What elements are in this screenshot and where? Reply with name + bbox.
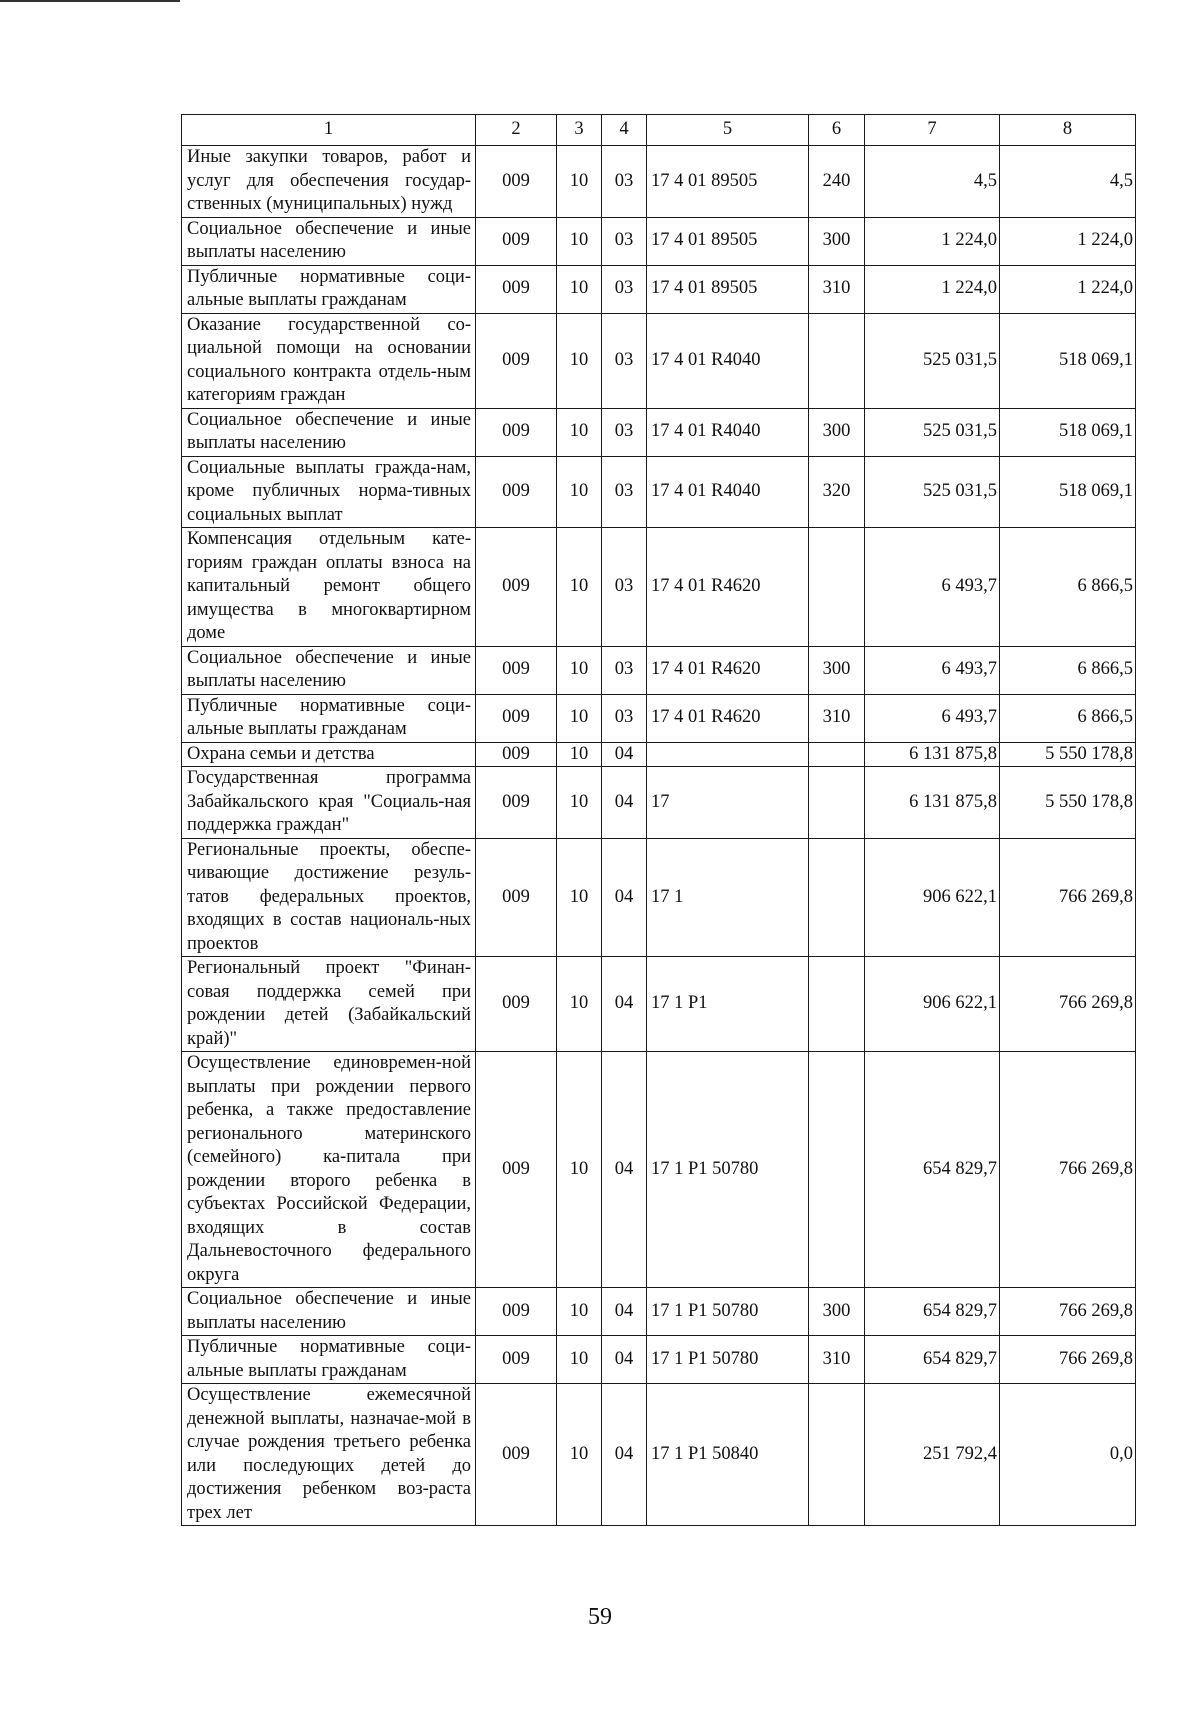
row-name-cell: Публичные нормативные соци-альные выплаты гражданам bbox=[182, 694, 476, 742]
row-expense-type-cell: 310 bbox=[809, 694, 865, 742]
table-row bbox=[182, 217, 1136, 265]
row-amount-year-1-cell: 6 493,7 bbox=[865, 694, 1000, 742]
row-name-cell: Социальное обеспечение и иные выплаты населению bbox=[182, 646, 476, 694]
row-ministry-code-cell: 009 bbox=[476, 408, 557, 456]
row-amount-year-2-cell: 766 269,8 bbox=[1000, 1052, 1136, 1288]
row-ministry-code-cell: 009 bbox=[476, 1288, 557, 1336]
row-amount-year-1-cell: 906 622,1 bbox=[865, 838, 1000, 957]
row-subsection-cell: 03 bbox=[602, 408, 647, 456]
row-ministry-code-cell: 009 bbox=[476, 742, 557, 767]
row-expense-type-cell: 240 bbox=[809, 146, 865, 218]
row-target-article-cell: 17 4 01 R4040 bbox=[647, 456, 809, 528]
row-section-cell: 10 bbox=[557, 1384, 602, 1526]
top-edge-rule bbox=[0, 0, 180, 2]
table-row bbox=[182, 838, 1136, 957]
header-col-5: 5 bbox=[647, 115, 809, 146]
header-col-8: 8 bbox=[1000, 115, 1136, 146]
row-name-cell: Оказание государственной со-циальной помощи на основании социального контракта отдель-ным категориям граждан bbox=[182, 313, 476, 408]
table-row bbox=[182, 1052, 1136, 1288]
row-name-cell: Социальные выплаты гражда-нам, кроме публичных норма-тивных социальных выплат bbox=[182, 456, 476, 528]
row-ministry-code-cell: 009 bbox=[476, 313, 557, 408]
row-subsection-cell: 03 bbox=[602, 217, 647, 265]
row-name-cell: Государственная программа Забайкальского края "Социаль-ная поддержка граждан" bbox=[182, 767, 476, 839]
row-section-cell: 10 bbox=[557, 742, 602, 767]
row-ministry-code-cell: 009 bbox=[476, 456, 557, 528]
row-ministry-code-cell: 009 bbox=[476, 217, 557, 265]
row-ministry-code-cell: 009 bbox=[476, 265, 557, 313]
row-expense-type-cell: 310 bbox=[809, 1336, 865, 1384]
row-target-article-cell: 17 4 01 R4620 bbox=[647, 646, 809, 694]
header-col-4: 4 bbox=[602, 115, 647, 146]
row-section-cell: 10 bbox=[557, 456, 602, 528]
table-row bbox=[182, 313, 1136, 408]
row-amount-year-2-cell: 1 224,0 bbox=[1000, 217, 1136, 265]
row-expense-type-cell: 300 bbox=[809, 1288, 865, 1336]
row-amount-year-2-cell: 6 866,5 bbox=[1000, 694, 1136, 742]
header-col-1: 1 bbox=[182, 115, 476, 146]
row-name-cell: Социальное обеспечение и иные выплаты населению bbox=[182, 217, 476, 265]
row-expense-type-cell bbox=[809, 957, 865, 1052]
row-amount-year-1-cell: 525 031,5 bbox=[865, 313, 1000, 408]
row-name-cell: Социальное обеспечение и иные выплаты населению bbox=[182, 1288, 476, 1336]
row-amount-year-1-cell: 4,5 bbox=[865, 146, 1000, 218]
row-expense-type-cell: 300 bbox=[809, 646, 865, 694]
table-row bbox=[182, 694, 1136, 742]
table-row bbox=[182, 646, 1136, 694]
row-amount-year-2-cell: 5 550 178,8 bbox=[1000, 742, 1136, 767]
table-body bbox=[182, 146, 1136, 1526]
row-amount-year-1-cell: 1 224,0 bbox=[865, 265, 1000, 313]
row-amount-year-2-cell: 5 550 178,8 bbox=[1000, 767, 1136, 839]
table-row bbox=[182, 528, 1136, 647]
header-col-2: 2 bbox=[476, 115, 557, 146]
row-subsection-cell: 03 bbox=[602, 146, 647, 218]
row-target-article-cell: 17 4 01 89505 bbox=[647, 146, 809, 218]
header-col-7: 7 bbox=[865, 115, 1000, 146]
table-row bbox=[182, 767, 1136, 839]
row-section-cell: 10 bbox=[557, 528, 602, 647]
row-target-article-cell: 17 4 01 89505 bbox=[647, 265, 809, 313]
row-target-article-cell: 17 1 P1 bbox=[647, 957, 809, 1052]
row-amount-year-1-cell: 6 131 875,8 bbox=[865, 767, 1000, 839]
row-section-cell: 10 bbox=[557, 646, 602, 694]
column-number-header bbox=[182, 115, 1136, 146]
table-row bbox=[182, 1288, 1136, 1336]
row-amount-year-1-cell: 525 031,5 bbox=[865, 408, 1000, 456]
table-row bbox=[182, 1336, 1136, 1384]
row-ministry-code-cell: 009 bbox=[476, 838, 557, 957]
row-amount-year-1-cell: 251 792,4 bbox=[865, 1384, 1000, 1526]
row-subsection-cell: 03 bbox=[602, 694, 647, 742]
row-target-article-cell: 17 1 P1 50840 bbox=[647, 1384, 809, 1526]
row-section-cell: 10 bbox=[557, 1288, 602, 1336]
row-expense-type-cell bbox=[809, 313, 865, 408]
row-amount-year-2-cell: 4,5 bbox=[1000, 146, 1136, 218]
row-ministry-code-cell: 009 bbox=[476, 528, 557, 647]
row-target-article-cell: 17 1 P1 50780 bbox=[647, 1052, 809, 1288]
row-name-cell: Компенсация отдельным кате-гориям граждан оплаты взноса на капитальный ремонт общего имущества в многоквартирном доме bbox=[182, 528, 476, 647]
row-subsection-cell: 03 bbox=[602, 265, 647, 313]
row-target-article-cell: 17 4 01 R4620 bbox=[647, 694, 809, 742]
row-name-cell: Региональный проект "Финан-совая поддержка семей при рождении детей (Забайкальский край)" bbox=[182, 957, 476, 1052]
row-ministry-code-cell: 009 bbox=[476, 1384, 557, 1526]
row-ministry-code-cell: 009 bbox=[476, 146, 557, 218]
row-subsection-cell: 04 bbox=[602, 1336, 647, 1384]
row-target-article-cell: 17 1 P1 50780 bbox=[647, 1288, 809, 1336]
row-section-cell: 10 bbox=[557, 1052, 602, 1288]
row-target-article-cell: 17 4 01 R4040 bbox=[647, 313, 809, 408]
row-subsection-cell: 04 bbox=[602, 838, 647, 957]
row-section-cell: 10 bbox=[557, 838, 602, 957]
table-row bbox=[182, 408, 1136, 456]
row-expense-type-cell: 310 bbox=[809, 265, 865, 313]
table-row bbox=[182, 265, 1136, 313]
row-amount-year-2-cell: 6 866,5 bbox=[1000, 646, 1136, 694]
header-col-6: 6 bbox=[809, 115, 865, 146]
row-subsection-cell: 03 bbox=[602, 646, 647, 694]
row-amount-year-1-cell: 525 031,5 bbox=[865, 456, 1000, 528]
row-target-article-cell: 17 4 01 R4040 bbox=[647, 408, 809, 456]
row-name-cell: Публичные нормативные соци-альные выплаты гражданам bbox=[182, 1336, 476, 1384]
row-section-cell: 10 bbox=[557, 265, 602, 313]
row-section-cell: 10 bbox=[557, 217, 602, 265]
row-name-cell: Иные закупки товаров, работ и услуг для обеспечения государ-ственных (муниципальных) нужд bbox=[182, 146, 476, 218]
row-subsection-cell: 04 bbox=[602, 1052, 647, 1288]
row-target-article-cell: 17 1 P1 50780 bbox=[647, 1336, 809, 1384]
row-name-cell: Осуществление ежемесячной денежной выплаты, назначае-мой в случае рождения третьего ребенка или последующих детей до достижения ребенком воз-раста трех лет bbox=[182, 1384, 476, 1526]
row-expense-type-cell: 300 bbox=[809, 408, 865, 456]
row-amount-year-1-cell: 6 493,7 bbox=[865, 646, 1000, 694]
table-row bbox=[182, 1384, 1136, 1526]
row-amount-year-1-cell: 654 829,7 bbox=[865, 1336, 1000, 1384]
row-target-article-cell: 17 1 bbox=[647, 838, 809, 957]
row-subsection-cell: 04 bbox=[602, 767, 647, 839]
row-amount-year-1-cell: 654 829,7 bbox=[865, 1288, 1000, 1336]
row-amount-year-1-cell: 6 131 875,8 bbox=[865, 742, 1000, 767]
row-amount-year-2-cell: 766 269,8 bbox=[1000, 957, 1136, 1052]
row-amount-year-2-cell: 518 069,1 bbox=[1000, 408, 1136, 456]
row-amount-year-2-cell: 518 069,1 bbox=[1000, 456, 1136, 528]
row-ministry-code-cell: 009 bbox=[476, 767, 557, 839]
row-amount-year-2-cell: 766 269,8 bbox=[1000, 838, 1136, 957]
row-target-article-cell: 17 bbox=[647, 767, 809, 839]
header-col-3: 3 bbox=[557, 115, 602, 146]
row-subsection-cell: 04 bbox=[602, 957, 647, 1052]
page-number: 59 bbox=[588, 1604, 612, 1630]
row-subsection-cell: 04 bbox=[602, 742, 647, 767]
row-amount-year-1-cell: 6 493,7 bbox=[865, 528, 1000, 647]
row-amount-year-1-cell: 654 829,7 bbox=[865, 1052, 1000, 1288]
row-section-cell: 10 bbox=[557, 146, 602, 218]
row-section-cell: 10 bbox=[557, 408, 602, 456]
row-section-cell: 10 bbox=[557, 767, 602, 839]
budget-allocation-table bbox=[181, 114, 1136, 1526]
row-expense-type-cell bbox=[809, 742, 865, 767]
row-amount-year-2-cell: 0,0 bbox=[1000, 1384, 1136, 1526]
row-amount-year-2-cell: 6 866,5 bbox=[1000, 528, 1136, 647]
table-row bbox=[182, 742, 1136, 767]
row-target-article-cell: 17 4 01 89505 bbox=[647, 217, 809, 265]
row-expense-type-cell: 320 bbox=[809, 456, 865, 528]
row-expense-type-cell bbox=[809, 1384, 865, 1526]
row-ministry-code-cell: 009 bbox=[476, 1336, 557, 1384]
row-section-cell: 10 bbox=[557, 1336, 602, 1384]
row-subsection-cell: 03 bbox=[602, 528, 647, 647]
row-section-cell: 10 bbox=[557, 957, 602, 1052]
row-amount-year-2-cell: 1 224,0 bbox=[1000, 265, 1136, 313]
row-amount-year-1-cell: 1 224,0 bbox=[865, 217, 1000, 265]
row-amount-year-2-cell: 766 269,8 bbox=[1000, 1288, 1136, 1336]
row-expense-type-cell bbox=[809, 767, 865, 839]
row-target-article-cell: 17 4 01 R4620 bbox=[647, 528, 809, 647]
row-subsection-cell: 03 bbox=[602, 456, 647, 528]
row-name-cell: Региональные проекты, обеспе-чивающие достижение резуль-татов федеральных проектов, входящих в состав националь-ных проектов bbox=[182, 838, 476, 957]
row-section-cell: 10 bbox=[557, 694, 602, 742]
row-expense-type-cell bbox=[809, 838, 865, 957]
row-subsection-cell: 04 bbox=[602, 1288, 647, 1336]
row-amount-year-1-cell: 906 622,1 bbox=[865, 957, 1000, 1052]
row-section-cell: 10 bbox=[557, 313, 602, 408]
row-expense-type-cell bbox=[809, 528, 865, 647]
row-subsection-cell: 04 bbox=[602, 1384, 647, 1526]
row-ministry-code-cell: 009 bbox=[476, 646, 557, 694]
row-amount-year-2-cell: 766 269,8 bbox=[1000, 1336, 1136, 1384]
row-ministry-code-cell: 009 bbox=[476, 957, 557, 1052]
table-row bbox=[182, 957, 1136, 1052]
table-row bbox=[182, 146, 1136, 218]
row-expense-type-cell: 300 bbox=[809, 217, 865, 265]
table-row bbox=[182, 456, 1136, 528]
row-target-article-cell bbox=[647, 742, 809, 767]
row-amount-year-2-cell: 518 069,1 bbox=[1000, 313, 1136, 408]
row-subsection-cell: 03 bbox=[602, 313, 647, 408]
row-ministry-code-cell: 009 bbox=[476, 1052, 557, 1288]
row-ministry-code-cell: 009 bbox=[476, 694, 557, 742]
row-name-cell: Социальное обеспечение и иные выплаты населению bbox=[182, 408, 476, 456]
row-name-cell: Публичные нормативные соци-альные выплаты гражданам bbox=[182, 265, 476, 313]
row-expense-type-cell bbox=[809, 1052, 865, 1288]
row-name-cell: Охрана семьи и детства bbox=[182, 742, 476, 767]
row-name-cell: Осуществление единовремен-ной выплаты при рождении первого ребенка, а также предоставление регионального материнского (семейного) ка-питала при рождении второго ребенка в субъектах Российской Федерации, входящих в состав Дальневосточного федерального округа bbox=[182, 1052, 476, 1288]
